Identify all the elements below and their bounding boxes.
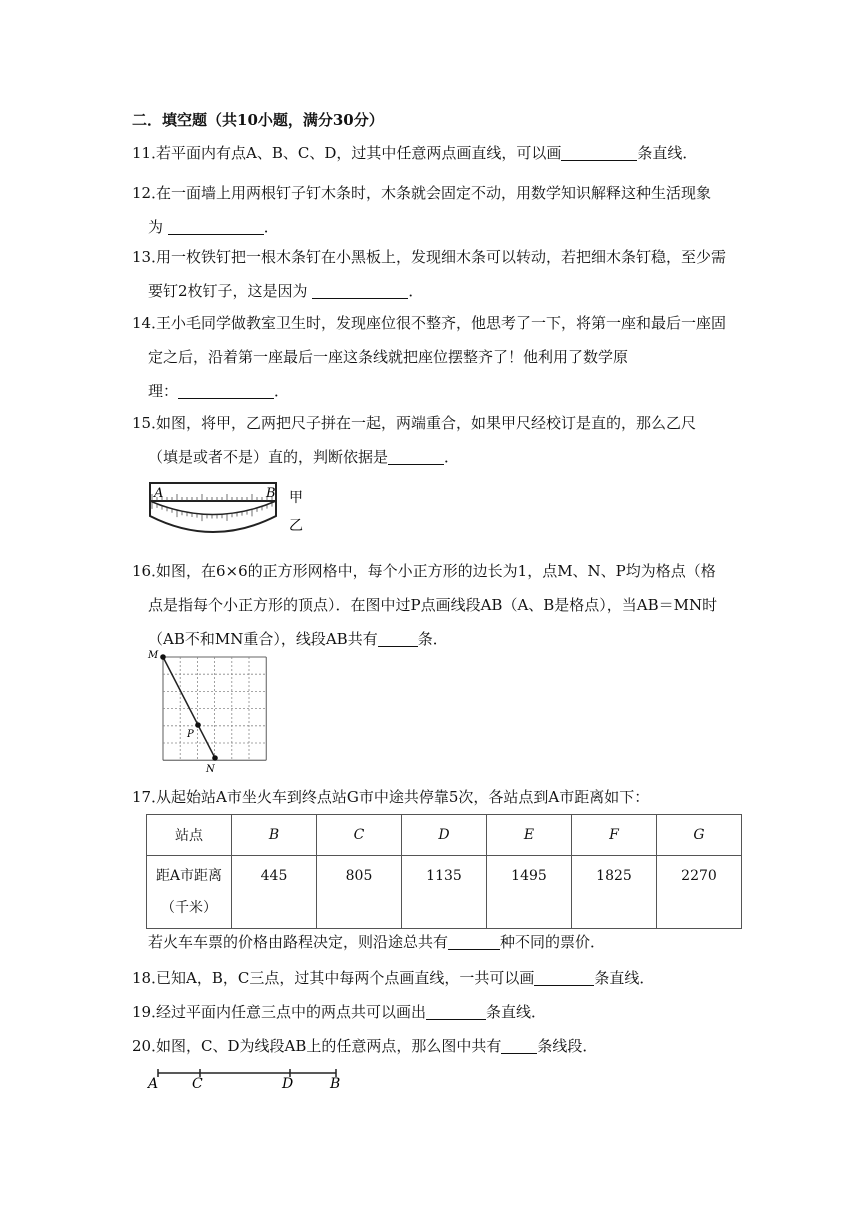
answer-blank[interactable] — [448, 933, 500, 950]
table-cell: 445 — [232, 856, 317, 929]
label-jia: 甲 — [289, 490, 303, 506]
section-title: 二．填空题（共10小题，满分30分） — [132, 111, 384, 129]
answer-blank[interactable] — [426, 1003, 486, 1020]
point-n — [212, 755, 218, 761]
label-yi: 乙 — [289, 518, 303, 534]
answer-blank[interactable] — [312, 282, 408, 299]
table-cell: 2270 — [657, 856, 742, 929]
grid-lines — [163, 657, 266, 760]
question-14: 14．王小毛同学做教室卫生时，发现座位很不整齐，他思考了一下，将第一座和最后一座固 定之后，沿着第一座最后一座这条线就把座位摆整齐了！他利用了数学原 理： ． — [132, 314, 727, 400]
table-header-cell: 距A市距离 （千米） — [147, 856, 232, 929]
question-11: 11．若平面内有点A、B、C、D，过其中任意两点画直线，可以画 条直线． — [132, 144, 698, 162]
label-d: D — [282, 1076, 294, 1092]
table-cell: G — [657, 815, 742, 856]
question-20: 20．如图，C、D为线段AB上的任意两点，那么图中共有 条线段． — [132, 1037, 598, 1055]
question-17: 17．从起始站A市坐火车到终点站G市中途共停靠5次，各站点到A市距离如下： — [132, 788, 650, 806]
point-label-a: A — [154, 486, 164, 501]
answer-blank[interactable] — [534, 969, 594, 986]
question-15: 15．如图，将甲，乙两把尺子拼在一起，两端重合，如果甲尺经校订是直的，那么乙尺 （填是或者不是）直的，判断依据是 ． — [132, 414, 697, 466]
label-b: B — [330, 1076, 341, 1092]
answer-blank[interactable] — [388, 448, 444, 465]
point-m — [160, 654, 166, 660]
answer-blank[interactable] — [561, 144, 637, 161]
ruler-figure — [146, 478, 316, 540]
table-cell: F — [572, 815, 657, 856]
table-header-cell: 站点 — [147, 815, 232, 856]
point-label-b: B — [266, 486, 276, 501]
table-cell: 805 — [317, 856, 402, 929]
answer-blank[interactable] — [501, 1037, 537, 1054]
table-cell: 1135 — [402, 856, 487, 929]
table-cell: D — [402, 815, 487, 856]
table-cell: B — [232, 815, 317, 856]
answer-blank[interactable] — [168, 218, 264, 235]
distance-table — [146, 814, 742, 929]
table-cell: 1495 — [487, 856, 572, 929]
ruler-yi-outline — [150, 501, 276, 532]
label-c: C — [192, 1076, 203, 1092]
table-row — [147, 815, 742, 856]
question-18: 18．已知A，B，C三点，过其中每两个点画直线，一共可以画 条直线． — [132, 969, 655, 987]
grid-figure — [144, 648, 270, 776]
answer-blank[interactable] — [378, 630, 418, 647]
question-19: 19．经过平面内任意三点中的两点共可以画出 条直线． — [132, 1003, 547, 1021]
ruler-yi-edge — [150, 501, 276, 515]
question-12: 12．在一面墙上用两根钉子钉木条时，木条就会固定不动，用数学知识解释这种生活现象 为 ． — [132, 184, 712, 236]
question-17-note: 若火车车票的价格由路程决定，则沿途总共有 种不同的票价． — [148, 933, 606, 951]
table-cell: C — [317, 815, 402, 856]
label-a: A — [148, 1076, 159, 1092]
table-cell: 1825 — [572, 856, 657, 929]
label-m: M — [148, 650, 159, 661]
point-p — [195, 722, 201, 728]
table-row — [147, 856, 742, 929]
label-n: N — [206, 764, 215, 775]
question-16: 16．如图，在6×6的正方形网格中，每个小正方形的边长为1，点M、N、P均为格点（格 点是指每个小正方形的顶点）．在图中过P点画线段AB（A、B是格点），当AB＝MN时 （AB不和MN重合），线段AB共有 条． — [132, 562, 718, 648]
answer-blank[interactable] — [178, 382, 274, 399]
label-p: P — [187, 729, 194, 740]
question-13: 13．用一枚铁钉把一根木条钉在小黑板上，发现细木条可以转动，若把细木条钉稳，至少需 要钉2枚钉子，这是因为 ． — [132, 248, 727, 300]
segment-figure — [144, 1064, 354, 1094]
table-cell: E — [487, 815, 572, 856]
